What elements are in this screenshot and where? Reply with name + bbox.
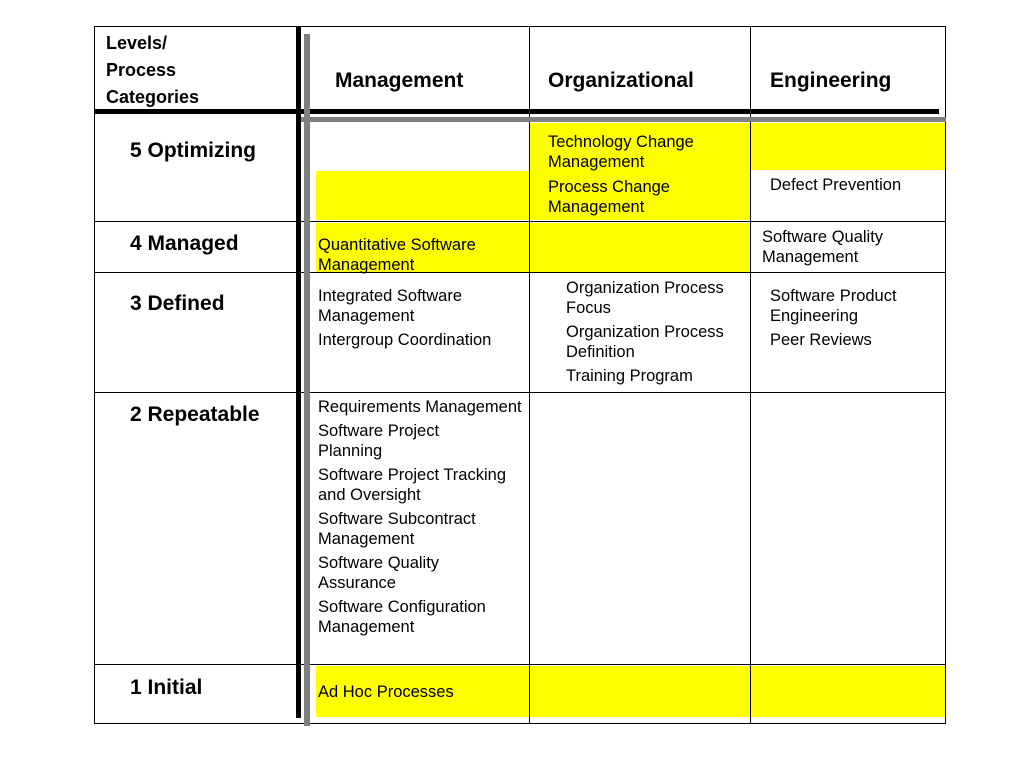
kpa-organization-process-focus: Organization Process Focus — [566, 279, 724, 317]
kpa-integrated-software-management: Integrated Software Management — [318, 287, 463, 325]
level-3-management-list — [318, 286, 528, 354]
row-divider-1 — [94, 664, 946, 665]
column-header-organizational: Organizational — [548, 69, 694, 92]
kpa-technology-change-management: Technology Change Management — [548, 133, 694, 171]
level-1-label: 1 Initial — [130, 676, 203, 699]
header-divider-shadow — [300, 117, 946, 122]
kpa-software-configuration-management: Software Configuration Management — [318, 598, 486, 636]
table-bottom-border — [94, 723, 946, 724]
kpa-software-quality-management: Software Quality Management — [762, 228, 884, 266]
column-header-management: Management — [335, 69, 464, 92]
highlight-l5-mgmt-bottom — [316, 171, 529, 220]
kpa-software-project-tracking: Software Project Tracking and Oversight — [318, 466, 506, 504]
kpa-intergroup-coordination: Intergroup Coordination — [318, 331, 492, 349]
kpa-requirements-management: Requirements Management — [318, 398, 522, 416]
level-divider-shadow — [304, 34, 310, 726]
kpa-training-program: Training Program — [566, 367, 693, 385]
kpa-software-quality-assurance: Software Quality Assurance — [318, 554, 440, 592]
highlight-l1-org — [530, 666, 750, 717]
kpa-ad-hoc-processes: Ad Hoc Processes — [318, 683, 454, 701]
kpa-software-project-planning: Software Project Planning — [318, 422, 440, 460]
level-3-engineering-list — [770, 286, 940, 354]
column-header-engineering: Engineering — [770, 69, 892, 92]
table-right-border — [945, 26, 946, 724]
kpa-software-product-engineering: Software Product Engineering — [770, 287, 897, 325]
highlight-l4-org — [530, 223, 750, 272]
table-left-border — [94, 26, 95, 724]
level-3-label: 3 Defined — [130, 292, 225, 315]
table-top-border — [94, 26, 946, 27]
kpa-process-change-management: Process Change Management — [548, 178, 670, 216]
level-4-label: 4 Managed — [130, 232, 239, 255]
level-5-label: 5 Optimizing — [130, 139, 256, 162]
level-2-label: 2 Repeatable — [130, 403, 260, 426]
level-2-management-list — [318, 397, 528, 641]
kpa-quantitative-software-management: Quantitative Software Management — [318, 236, 476, 274]
highlight-l1-eng — [751, 666, 945, 717]
column-divider-eng — [750, 26, 751, 724]
kpa-peer-reviews: Peer Reviews — [770, 331, 872, 349]
corner-header: Levels/ Process Categories — [106, 33, 200, 107]
level-3-organizational-list — [566, 278, 746, 390]
level-divider — [296, 26, 301, 718]
column-divider-org — [529, 26, 530, 724]
row-divider-2 — [94, 392, 946, 393]
highlight-l5-eng-top — [751, 123, 945, 170]
kpa-defect-prevention: Defect Prevention — [770, 176, 902, 194]
kpa-software-subcontract-management: Software Subcontract Management — [318, 510, 476, 548]
row-divider-4 — [94, 221, 946, 222]
kpa-organization-process-definition: Organization Process Definition — [566, 323, 724, 361]
